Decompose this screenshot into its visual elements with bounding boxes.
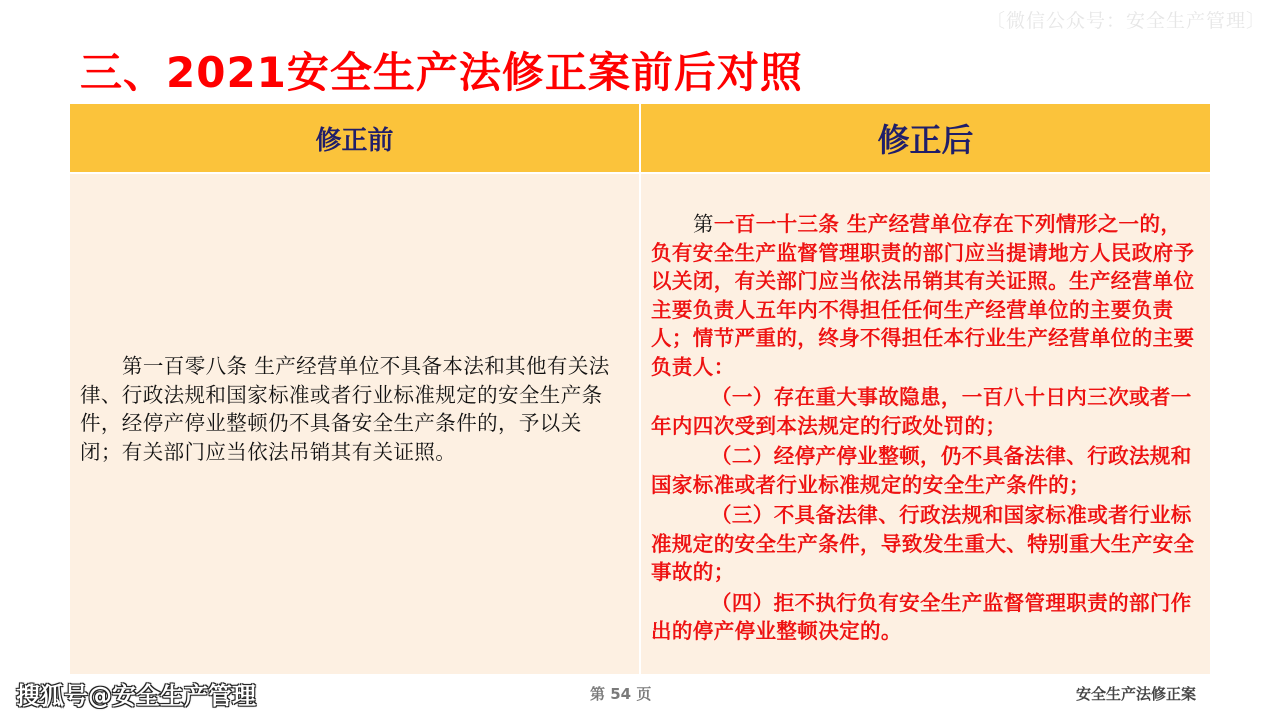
before-article-text: 第一百零八条 生产经营单位不具备本法和其他有关法律、行政法规和国家标准或者行业标准规定的安全生产条件，经停产停业整顿仍不具备安全生产条件的，予以关闭；有关部门应当依法吊销其有关证照。 — [80, 354, 610, 464]
article-number: 一百一十三条 — [713, 212, 847, 236]
header-before: 修正前 — [70, 104, 639, 172]
watermark-top: 〔微信公众号：安全生产管理〕 — [985, 10, 1266, 32]
after-article-text — [651, 210, 1196, 646]
page-number: 第 54 页 — [590, 685, 652, 703]
article-prefix: 第 — [693, 212, 714, 236]
footer-doc-title: 安全生产法修正案 — [1075, 685, 1196, 703]
source-watermark: 搜狐号@安全生产管理 — [16, 682, 256, 710]
comparison-table — [70, 104, 1210, 674]
article-item-3: （三）不具备法律、行政法规和国家标准或者行业标准规定的安全生产条件，导致发生重大、特别重大生产安全事故的； — [651, 503, 1195, 584]
article-main: 生产经营单位存在下列情形之一的，负有安全生产监督管理职责的部门应当提请地方人民政府予以关闭，有关部门应当依法吊销其有关证照。生产经营单位主要负责人五年内不得担任任何生产经营单位的主要负责人；情节严重的，终身不得担任本行业生产经营单位的主要负责人： — [651, 212, 1195, 379]
article-item-4: （四）拒不执行负有安全生产监督管理职责的部门作出的停产停业整顿决定的。 — [651, 590, 1192, 643]
after-article-intro — [651, 210, 1196, 381]
page-title: 三、2021安全生产法修正案前后对照 — [80, 48, 803, 97]
article-item-1: （一）存在重大事故隐患，一百八十日内三次或者一年内四次受到本法规定的行政处罚的； — [651, 385, 1192, 438]
article-item-2: （二）经停产停业整顿，仍不具备法律、行政法规和国家标准或者行业标准规定的安全生产条件的； — [651, 444, 1192, 497]
cell-after — [641, 174, 1210, 674]
cell-before — [70, 174, 639, 674]
header-after: 修正后 — [641, 104, 1210, 172]
